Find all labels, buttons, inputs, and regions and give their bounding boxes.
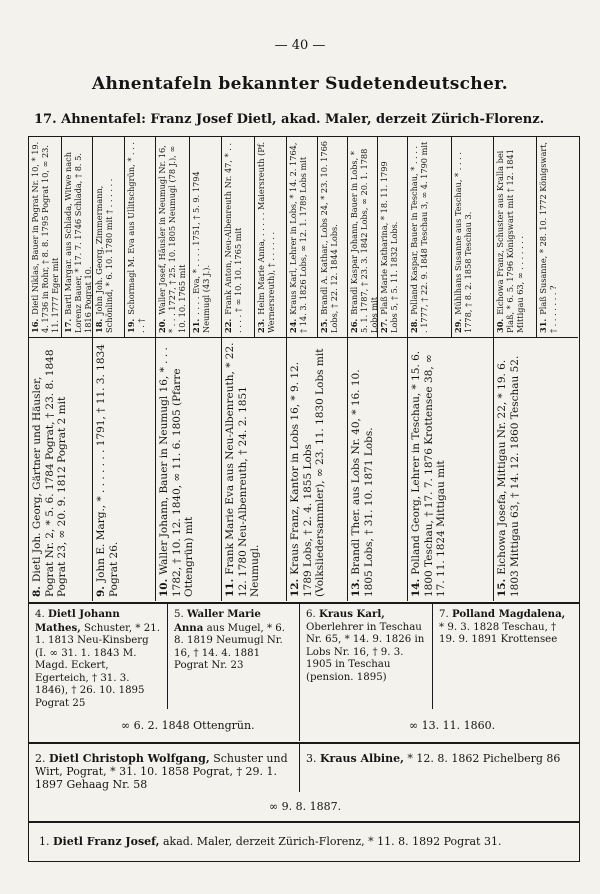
ancestor-15: 15.Eichowa Josefa, Mittigau Nr. 22, * 19. 6. 1803 Mittigau 63, † 14. 12. 1860 Teschau 52.: [493, 337, 578, 601]
ancestor-2: 2. Dietl Christoph Wolfgang, Schuster und Wirt, Pograt, * 31. 10. 1858 Pograt, † 29. 1. 1897 Gehaag Nr. 58: [35, 752, 288, 791]
ancestor-25: 25.Brandl A. Kathar., Lobs 24, * 23. 10. 1766 Lobs, † 22. 12. 1844 Lobs.: [317, 137, 347, 337]
ancestor-12: 12.Kraus Franz, Kantor in Lobs 16, * 9. 12. 1789 Lobs, † 2. 4. 1855 Lobs (Volksliedersammler), ∞ 23. 11. 1830 Lobs mit: [289, 348, 326, 597]
ancestor-8: 8.Dietl Joh. Georg, Gärtner und Häusler, Pograt Nr. 2, * 5. 6. 1784 Pograt, † 23. 8. 1848 Pograt 23, ∞ 20. 9. 1812 Pograt 2 mit: [31, 349, 68, 597]
ancestor-16: 16.Dietl Niklas, Bauer in Pograt Nr. 10, * 19. 4. 1736 in Rohr, † 8. 8. 1795 Pograt 10, ∞ 23. 11. 1777 Eger mit: [30, 141, 60, 333]
generation2-frame: [28, 743, 580, 822]
generation3-frame: [28, 603, 580, 743]
ahnentafel-heading: 17. Ahnentafel: Franz Josef Dietl, akad. Maler, derzeit Zürich-Florenz.: [34, 112, 545, 127]
generation4-block: [408, 337, 578, 601]
ancestor-18: 18.John Joh. Georg, Zimmermann, Schönlind, * 6. 10. 1780 mit † . . . . . .: [92, 137, 124, 337]
ancestor-22: 22.Frank Anton, Neu-Albenreuth Nr. 47, * . . . . . . † ∞ 10. 10. 1765 mit: [221, 137, 254, 337]
ancestor-29: 29.Mühlhans Susanne aus Teschau, * . . . . 1778, † 8. 2. 1858 Teschau 3.: [451, 137, 494, 337]
ancestor-4: 4. Dietl Johann Mathes, Schuster, * 21. 1. 1813 Neu-Kinsberg (I. ∞ 31. 1. 1843 M. Magd. Eckert, Egerteich, † 31. 3. 1846), † 26. 10. 1895 Pograt 25: [35, 608, 160, 709]
marriage-4-5: ∞ 6. 2. 1848 Ottengrün.: [121, 719, 255, 732]
ancestor-20: 20.Waller Josef, Häusler in Neumugl Nr. 16, * . . . 1727, † 25. 10. 1805 Neumugl (78 J.), ∞ 10. 10. 1765 mit: [157, 145, 187, 333]
ancestor-27: 27.Plaß Marie Katharina, * 18. 11. 1799 Lobs 5, † 5. 11. 1832 Lobs.: [377, 137, 407, 337]
ancestor-17: 17.Bartl Margar. aus Schlada, Witwe nach Lorenz Bauer, * 17. 7. 1746 Schlada, † 8. 5. 1816 Pograt 10.: [61, 137, 93, 337]
ancestor-13: 13.Brandl Ther. aus Lobs Nr. 40, * 16. 10. 1805 Lobs, † 31. 10. 1871 Lobs.: [347, 337, 407, 601]
generation5-block: [156, 137, 286, 337]
ancestor-7: 7. Polland Magdalena, * 9. 3. 1828 Teschau, † 19. 9. 1891 Krottensee: [439, 608, 566, 645]
ancestor-31: 31.Plaß Susanne, * 28. 10. 1772 Königswart, † . . . . . . . ?: [536, 137, 579, 337]
ancestor-9: 9.John E. Marg., * . . . . . . . 1791, † 11. 3. 1834 Pograt 26.: [92, 337, 155, 601]
ancestor-6: 6. Kraus Karl, Oberlehrer in Teschau Nr. 65, * 14. 9. 1826 in Lobs Nr. 16, † 9. 3. 1905 in Teschau (pension. 1895): [306, 608, 425, 683]
ancestor-26: 26.Brandl Kaspar Johann, Bauer in Lobs, * 5. 1. 1787, † 23. 3. 1842 Lobs, ∞ 20. 1. 1788 Lobs mit: [347, 137, 377, 337]
ancestor-30: 30.Eichowa Franz, Schuster aus Kralla bei Plaß, * 6. 5. 1796 Königswart mit † 12. 1841 Mittigau 63, ∞ . . . . . . .: [493, 137, 536, 337]
ancestor-19: 19.Schormagl M. Eva aus Ullitschgrün, * . . . . . †: [124, 137, 156, 337]
generation1-frame: [28, 822, 580, 862]
ancestor-11: 11.Frank Marie Eva aus Neu-Albenreuth, * 22. 12. 1780 Neu-Albenreuth, † 24. 2. 1851 Neumugl.: [221, 337, 286, 601]
ancestor-5: 5. Waller Marie Anna aus Mugel, * 6. 8. 1819 Neumugl Nr. 16, † 14. 4. 1881 Pograt Nr. 23: [174, 608, 286, 671]
marriage-6-7: ∞ 13. 11. 1860.: [409, 719, 496, 732]
page-number: — 40 —: [274, 38, 326, 53]
ancestor-24: 24.Kraus Karl, Lehrer in Lobs, * 14. 2. 1764, † 14. 3. 1826 Lobs, ∞ 12. 1. 1789 Lobs mit: [288, 142, 308, 333]
ancestor-14: 14.Polland Georg, Lehrer in Teschau, * 15. 6. 1800 Teschau, † 17. 7. 1876 Krottensee 38, ∞ 17. 11. 1824 Mittigau mit: [410, 350, 447, 597]
page-title: Ahnentafeln bekannter Sudetendeutscher.: [92, 74, 508, 94]
ancestor-3: 3. Kraus Albine, * 12. 8. 1862 Pichelberg 86: [306, 752, 561, 765]
generation5-block: [408, 137, 578, 337]
generation4-block: [287, 337, 407, 601]
upper-pedigree-frame: [28, 136, 580, 603]
generation4-block: [156, 337, 286, 601]
generation4-block: [29, 337, 155, 601]
proband: 1. Dietl Franz Josef, akad. Maler, derzeit Zürich-Florenz, * 11. 8. 1892 Pograt 31.: [39, 835, 502, 848]
generation5-block: [287, 137, 407, 337]
marriage-2-3: ∞ 9. 8. 1887.: [269, 800, 342, 813]
generation5-block: [29, 137, 155, 337]
ancestor-10: 10.Waller Johann, Bauer in Neumugl 16, * . . . 1782, † 10. 12. 1840, ∞ 11. 6. 1805 (Pfarre Ottengrün) mit: [158, 347, 195, 597]
ancestor-23: 23.Helm Marie Anna, . . . . . Maiersreuth (Pf. Wernersreuth), † . . . . . .: [254, 137, 287, 337]
ancestor-28: 28.Polland Kaspar, Bauer in Teschau, * . . . . . 1777, † 22. 9. 1848 Teschau 3, ∞ 4. 1790 mit: [409, 141, 429, 333]
ancestor-21: 21.. . . . Eva, * . . . . 1751, † 5. 9. 1794 Neumugl (43 J.).: [189, 137, 222, 337]
